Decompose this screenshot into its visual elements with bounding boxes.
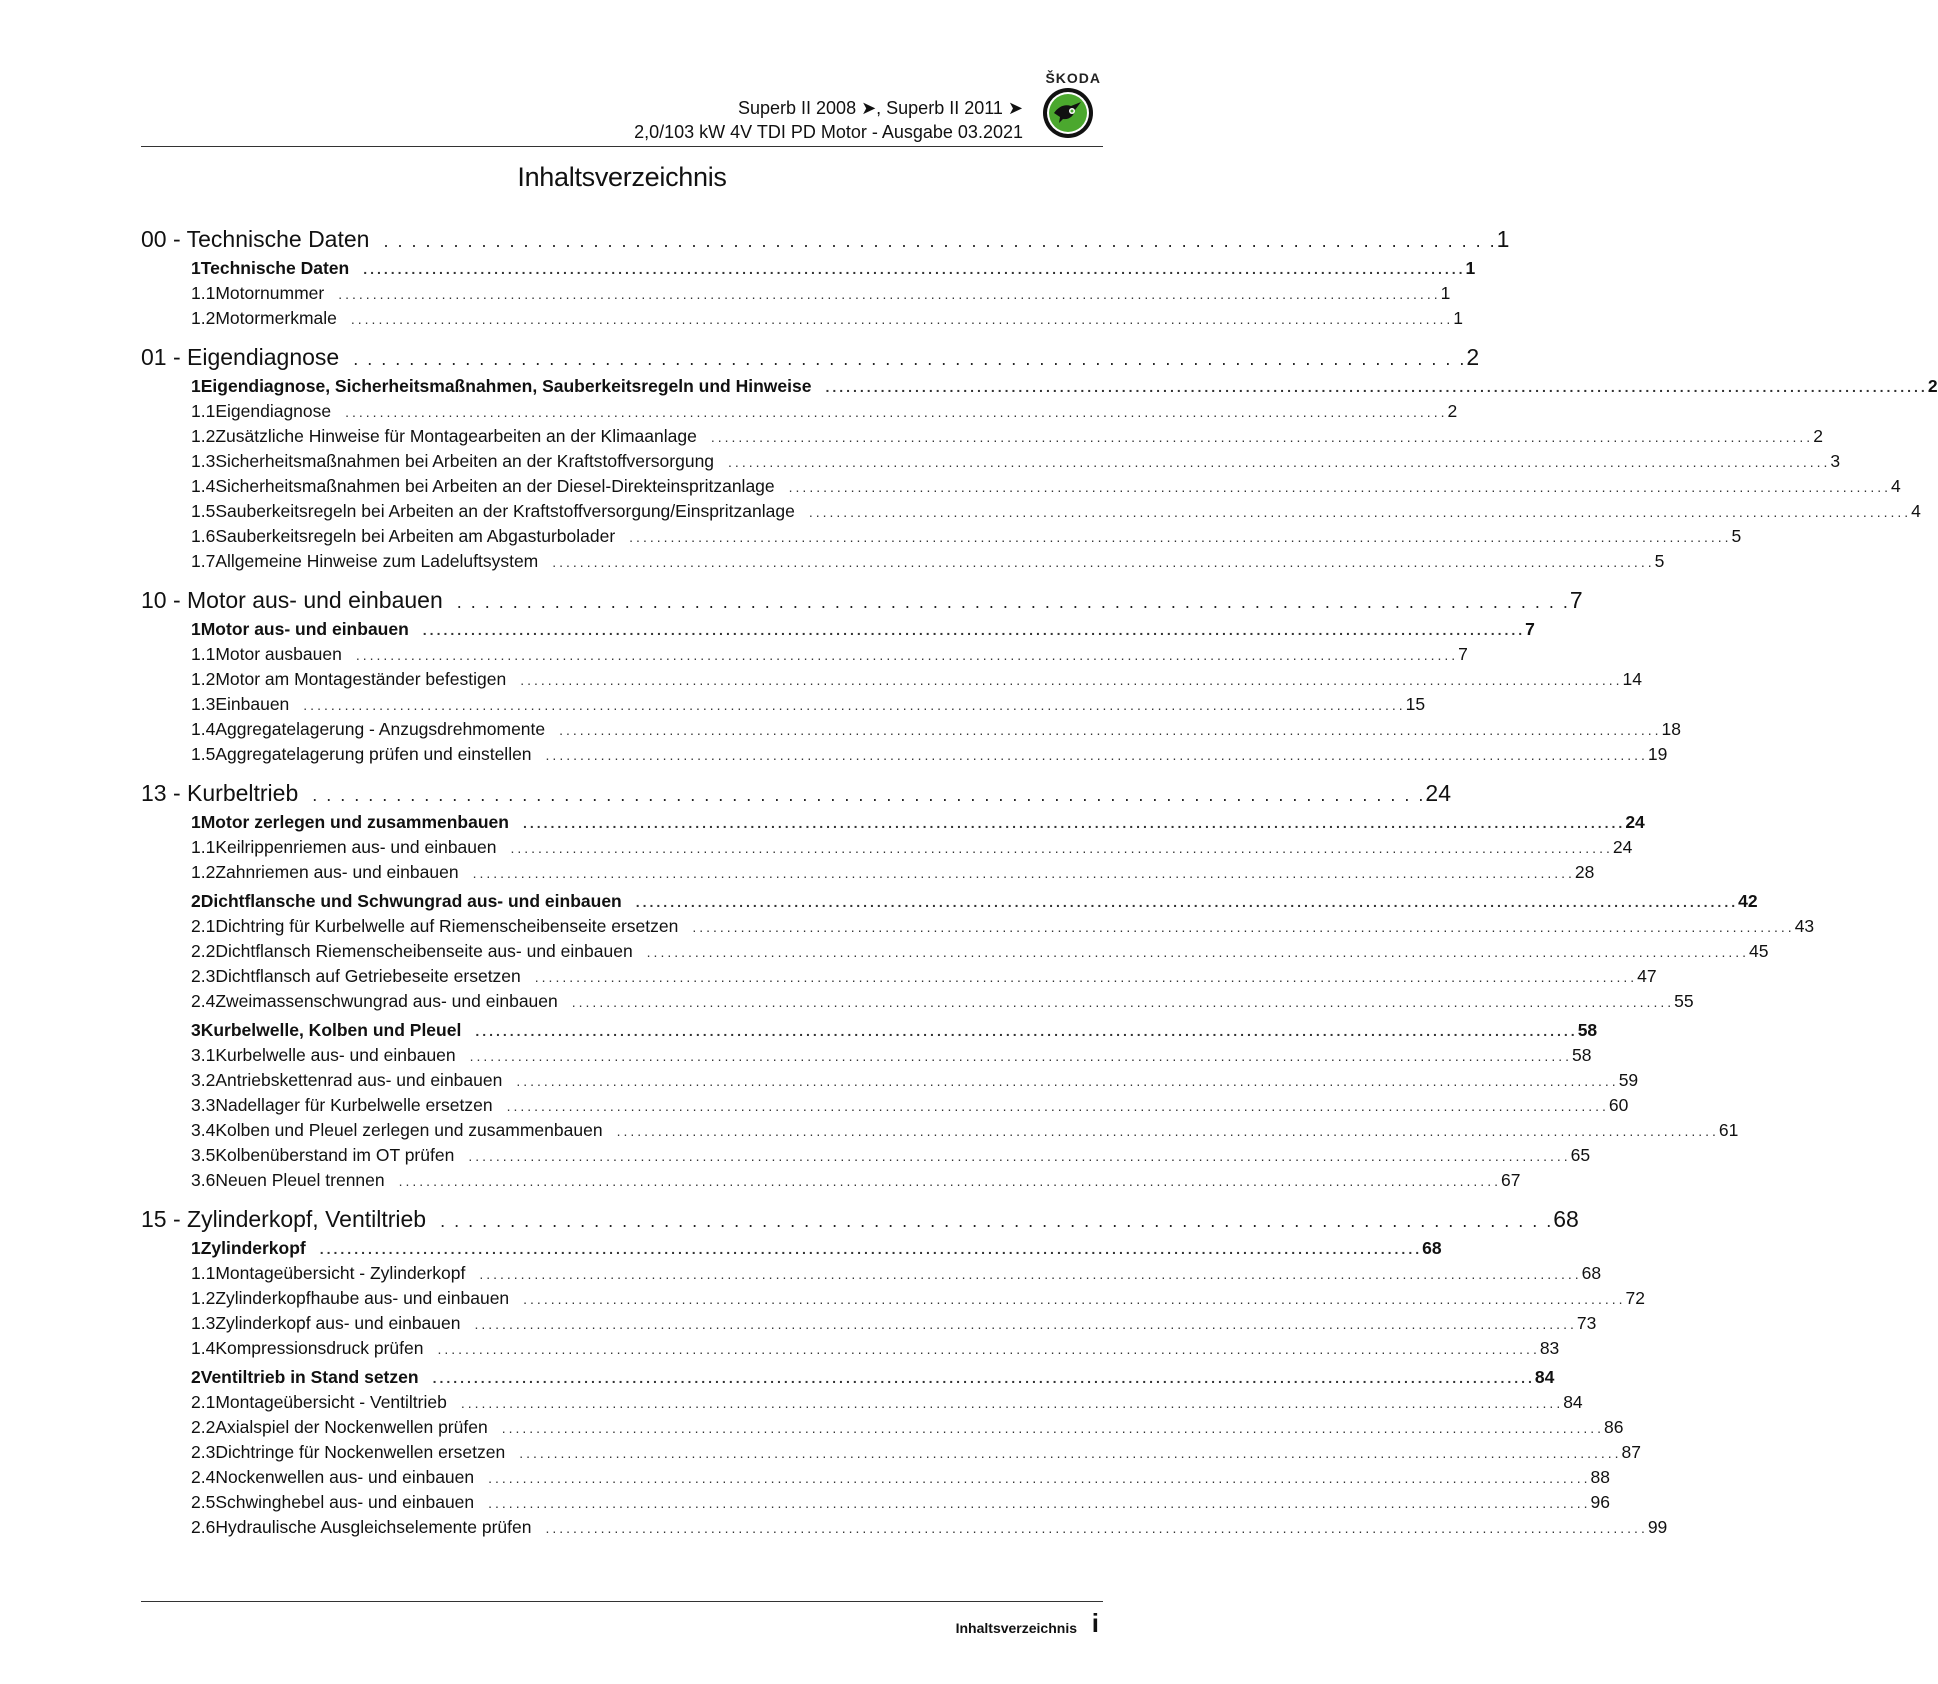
entry-title: Sicherheitsmaßnahmen bei Arbeiten an der Kraftstoffversorgung [215,451,715,471]
entry-title: Dichtflansch auf Getriebeseite ersetzen [215,966,521,986]
leader-dots: ................................................................................................................................................................ [510,840,1613,856]
toc-subsection[interactable] [141,1442,1642,1467]
leader-dots: ................................................................................................................................................................ [523,1291,1626,1307]
entry-page-number: 5 [1654,551,1665,571]
toc-subsection[interactable] [141,1338,1560,1363]
entry-title: Zusätzliche Hinweise für Montagearbeiten an der Klimaanlage [215,426,697,446]
toc-chapter[interactable] [141,344,1480,374]
entry-number: 1.4 [191,719,216,739]
leader-dots: ................................................................................................................................................................ [629,529,1732,545]
toc-subsection[interactable] [141,669,1643,694]
entry-number: 3.6 [191,1170,216,1190]
leader-dots: ................................................................................................................................................................ [422,622,1526,638]
entry-number: 1 [191,258,201,278]
leader-dots: ................................................................................................................................................................ [571,994,1675,1010]
entry-number: 1 [191,619,201,639]
entry-title: Dichtflansch Riemenscheibenseite aus- und einbauen [215,941,633,961]
entry-page-number: 73 [1576,1313,1597,1333]
toc-subsection[interactable] [141,1492,1610,1517]
toc-subsection[interactable] [141,308,1463,333]
entry-title: Dichtflansche und Schwungrad aus- und einbauen [200,891,622,911]
toc-subsection[interactable] [141,991,1694,1016]
leader-dots: ................................................................................................................................................................ [534,969,1638,985]
chapter-title: 10 - Motor aus- und einbauen [141,587,443,613]
brand-name: ŠKODA [1045,70,1101,86]
toc-subsection[interactable] [141,694,1426,719]
entry-page-number: 18 [1661,719,1681,739]
toc-subsection[interactable] [141,401,1458,426]
entry-number: 1.3 [191,451,216,471]
entry-page-number: 1 [1465,258,1476,278]
entry-number: 1.4 [191,476,216,496]
entry-number: 2.4 [191,991,216,1011]
entry-page-number: 28 [1574,862,1595,882]
entry-title: Eigendiagnose, Sicherheitsmaßnahmen, Sauberkeitsregeln und Hinweise [200,376,812,396]
toc-chapter[interactable] [141,226,1510,256]
leader-dots: ................................................................................................................................................................ [545,747,1648,763]
leader-dots: ................................................................................................................................................................ [788,479,1891,495]
chapter-page-number: 68 [1553,1206,1579,1232]
entry-title: Keilrippenriemen aus- und einbauen [215,837,497,857]
toc-subsection[interactable] [141,1045,1592,1070]
entry-number: 2.3 [191,966,216,986]
entry-page-number: 61 [1718,1120,1739,1140]
entry-title: Sauberkeitsregeln bei Arbeiten an der Kraftstoffversorgung/Einspritzanlage [215,501,795,521]
entry-page-number: 60 [1608,1095,1629,1115]
entry-number: 1.4 [191,1338,216,1358]
leader-dots: . . . . . . . . . . . . . . . . . . . . . . . . . . . . . . . . . . . . . . . . . . . . . . . . . . . . . . . . . . . . . . . . . . . . . . . . . . . . . . . . [440,1211,1554,1231]
entry-number: 1.5 [191,744,216,764]
leader-dots: ................................................................................................................................................................ [319,1241,1423,1257]
entry-title: Kolben und Pleuel zerlegen und zusammenbauen [215,1120,603,1140]
toc-subsection[interactable] [141,1517,1668,1542]
leader-dots: . . . . . . . . . . . . . . . . . . . . . . . . . . . . . . . . . . . . . . . . . . . . . . . . . . . . . . . . . . . . . . . . . . . . . . . . . . . . . . . . [383,231,1497,251]
toc-subsection[interactable] [141,941,1769,966]
entry-title: Montageübersicht - Zylinderkopf [215,1263,466,1283]
entry-title: Aggregatelagerung prüfen und einstellen [215,744,532,764]
leader-dots: ................................................................................................................................................................ [520,672,1623,688]
entry-number: 1.3 [191,1313,216,1333]
entry-title: Sicherheitsmaßnahmen bei Arbeiten an der Diesel-Direkteinspritzanlage [215,476,775,496]
toc-subsection[interactable] [141,1120,1739,1145]
entry-title: Ventiltrieb in Stand setzen [200,1367,419,1387]
toc-subsection[interactable] [141,1392,1583,1417]
toc-subsection[interactable] [141,1288,1645,1313]
entry-title: Dichtring für Kurbelwelle auf Riemenscheibenseite ersetzen [215,916,679,936]
leader-dots: ................................................................................................................................................................ [488,1470,1591,1486]
header-engine-line: 2,0/103 kW 4V TDI PD Motor - Ausgabe 03.2021 [634,122,1023,142]
toc-subsection[interactable] [141,1095,1629,1120]
toc-page [141,0,1938,1684]
toc-section[interactable] [141,619,1535,644]
entry-page-number: 55 [1674,991,1694,1011]
entry-title: Motor aus- und einbauen [200,619,409,639]
entry-page-number: 59 [1618,1070,1639,1090]
leader-dots: ................................................................................................................................................................ [552,554,1655,570]
entry-page-number: 86 [1604,1417,1624,1437]
toc-subsection[interactable] [141,551,1665,576]
entry-title: Motormerkmale [215,308,337,328]
entry-number: 1 [191,376,201,396]
entry-title: Hydraulische Ausgleichselemente prüfen [215,1517,532,1537]
chapter-title: 15 - Zylinderkopf, Ventiltrieb [141,1206,427,1232]
entry-title: Sauberkeitsregeln bei Arbeiten am Abgasturbolader [215,526,616,546]
toc-subsection[interactable] [141,501,1921,526]
entry-title: Motor zerlegen und zusammenbauen [200,812,509,832]
leader-dots: ................................................................................................................................................................ [808,504,1912,520]
toc-section[interactable] [141,1238,1442,1263]
leader-dots: ................................................................................................................................................................ [474,1316,1577,1332]
entry-title: Motor ausbauen [215,644,342,664]
leader-dots: ................................................................................................................................................................ [475,1023,1578,1039]
toc-chapter[interactable] [141,587,1583,617]
leader-dots: ................................................................................................................................................................ [522,815,1626,831]
leader-dots: ................................................................................................................................................................ [479,1266,1582,1282]
entry-number: 3.4 [191,1120,216,1140]
toc-subsection[interactable] [141,1417,1624,1442]
entry-page-number: 99 [1647,1517,1668,1537]
toc-chapter[interactable] [141,1206,1579,1236]
entry-number: 3.2 [191,1070,216,1090]
toc-subsection[interactable] [141,1070,1639,1095]
entry-number: 1.2 [191,308,216,328]
entry-page-number: 58 [1577,1020,1598,1040]
toc-subsection[interactable] [141,1313,1597,1338]
entry-number: 1.7 [191,551,216,571]
entry-number: 1.1 [191,1263,216,1283]
entry-page-number: 4 [1911,501,1921,521]
toc-subsection[interactable] [141,1263,1602,1288]
entry-title: Kolbenüberstand im OT prüfen [215,1145,455,1165]
entry-title: Zylinderkopf [200,1238,306,1258]
entry-number: 3.5 [191,1145,216,1165]
toc-subsection[interactable] [141,744,1668,769]
entry-number: 2.5 [191,1492,216,1512]
entry-page-number: 5 [1731,526,1742,546]
entry-title: Zylinderkopfhaube aus- und einbauen [215,1288,510,1308]
entry-title: Aggregatelagerung - Anzugsdrehmomente [215,719,546,739]
entry-page-number: 72 [1625,1288,1645,1308]
footer-divider [141,1601,1103,1602]
chapter-page-number: 2 [1466,344,1480,370]
toc-section[interactable] [141,1367,1555,1392]
entry-page-number: 3 [1830,451,1841,471]
toc-subsection[interactable] [141,1145,1591,1170]
toc-section[interactable] [141,812,1645,837]
toc-subsection[interactable] [141,966,1657,991]
entry-number: 3 [191,1020,201,1040]
chapter-title: 13 - Kurbeltrieb [141,780,299,806]
entry-number: 2.6 [191,1517,216,1537]
skoda-logo-icon [1041,86,1095,140]
entry-page-number: 24 [1625,812,1645,832]
leader-dots: . . . . . . . . . . . . . . . . . . . . . . . . . . . . . . . . . . . . . . . . . . . . . . . . . . . . . . . . . . . . . . . . . . . . . . . . . . . . . . . . [312,785,1426,805]
table-of-contents [141,210,1938,1542]
toc-subsection[interactable] [141,283,1451,308]
toc-subsection[interactable] [141,426,1823,451]
entry-page-number: 84 [1563,1392,1583,1412]
chapter-page-number: 7 [1569,587,1583,613]
toc-subsection[interactable] [141,916,1815,941]
entry-title: Nadellager für Kurbelwelle ersetzen [215,1095,493,1115]
entry-page-number: 1 [1440,283,1451,303]
entry-title: Dichtringe für Nockenwellen ersetzen [215,1442,506,1462]
leader-dots: ................................................................................................................................................................ [516,1073,1619,1089]
entry-number: 2 [191,891,201,911]
entry-title: Antriebskettenrad aus- und einbauen [215,1070,503,1090]
header-model-line: Superb II 2008 ➤, Superb II 2011 ➤ [737,98,1023,118]
toc-subsection[interactable] [141,451,1841,476]
entry-number: 1.1 [191,283,216,303]
entry-number: 1.1 [191,644,216,664]
chapter-title: 00 - Technische Daten [141,226,370,252]
entry-number: 1.2 [191,1288,216,1308]
entry-page-number: 4 [1891,476,1901,496]
entry-title: Zweimassenschwungrad aus- und einbauen [215,991,558,1011]
entry-title: Kompressionsdruck prüfen [215,1338,424,1358]
page-title: Inhaltsverzeichnis [517,162,727,192]
entry-number: 1.6 [191,526,216,546]
entry-title: Kurbelwelle aus- und einbauen [215,1045,456,1065]
entry-page-number: 47 [1637,966,1657,986]
entry-page-number: 7 [1525,619,1535,639]
entry-number: 1.2 [191,426,216,446]
page-header [141,58,1103,150]
entry-number: 2.1 [191,1392,216,1412]
entry-page-number: 68 [1422,1238,1442,1258]
entry-page-number: 43 [1794,916,1815,936]
entry-title: Kurbelwelle, Kolben und Pleuel [200,1020,462,1040]
entry-page-number: 88 [1590,1467,1610,1487]
entry-page-number: 2 [1813,426,1823,446]
leader-dots: ................................................................................................................................................................ [432,1370,1535,1386]
toc-subsection[interactable] [141,1170,1521,1195]
entry-page-number: 65 [1570,1145,1591,1165]
toc-subsection[interactable] [141,719,1681,744]
entry-page-number: 45 [1749,941,1769,961]
leader-dots: ................................................................................................................................................................ [646,944,1750,960]
entry-title: Axialspiel der Nockenwellen prüfen [215,1417,488,1437]
toc-section[interactable] [141,258,1476,283]
entry-number: 1.2 [191,669,216,689]
entry-title: Schwinghebel aus- und einbauen [215,1492,475,1512]
footer-label: Inhaltsverzeichnis [955,1620,1077,1636]
entry-page-number: 58 [1571,1045,1592,1065]
entry-title: Zylinderkopf aus- und einbauen [215,1313,461,1333]
entry-page-number: 42 [1738,891,1758,911]
entry-title: Einbauen [215,694,290,714]
entry-number: 1 [191,1238,201,1258]
entry-number: 1.5 [191,501,216,521]
toc-subsection[interactable] [141,644,1468,669]
entry-page-number: 67 [1500,1170,1521,1190]
leader-dots: ................................................................................................................................................................ [437,1341,1540,1357]
leader-dots: ................................................................................................................................................................ [710,429,1814,445]
leader-dots: ................................................................................................................................................................ [472,865,1575,881]
leader-dots: ................................................................................................................................................................ [501,1420,1605,1436]
leader-dots: ................................................................................................................................................................ [398,1173,1501,1189]
entry-page-number: 1 [1453,308,1463,328]
leader-dots: ................................................................................................................................................................ [469,1048,1572,1064]
leader-dots: ................................................................................................................................................................ [692,919,1795,935]
toc-subsection[interactable] [141,1467,1610,1492]
entry-page-number: 2 [1447,401,1458,421]
toc-section[interactable] [141,376,1938,401]
toc-section[interactable] [141,891,1758,916]
entry-number: 1.1 [191,401,216,421]
entry-number: 2.1 [191,916,216,936]
toc-subsection[interactable] [141,476,1901,501]
chapter-title: 01 - Eigendiagnose [141,344,340,370]
entry-title: Motor am Montageständer befestigen [215,669,507,689]
entry-page-number: 87 [1621,1442,1642,1462]
entry-title: Allgemeine Hinweise zum Ladeluftsystem [215,551,539,571]
leader-dots: . . . . . . . . . . . . . . . . . . . . . . . . . . . . . . . . . . . . . . . . . . . . . . . . . . . . . . . . . . . . . . . . . . . . . . . . . . . . . . . . [353,349,1467,369]
entry-page-number: 7 [1458,644,1468,664]
leader-dots: ................................................................................................................................................................ [559,722,1662,738]
leader-dots: ................................................................................................................................................................ [825,379,1928,395]
footer-page-number: i [1091,1608,1099,1638]
leader-dots: ................................................................................................................................................................ [303,697,1406,713]
entry-number: 1 [191,812,201,832]
leader-dots: ................................................................................................................................................................ [338,286,1441,302]
entry-number: 2.3 [191,1442,216,1462]
toc-subsection[interactable] [141,862,1595,887]
entry-title: Montageübersicht - Ventiltrieb [215,1392,447,1412]
entry-page-number: 96 [1590,1492,1610,1512]
leader-dots: ................................................................................................................................................................ [728,454,1831,470]
entry-page-number: 84 [1534,1367,1555,1387]
leader-dots: ................................................................................................................................................................ [488,1495,1591,1511]
toc-chapter[interactable] [141,780,1451,810]
entry-title: Neuen Pleuel trennen [215,1170,385,1190]
leader-dots: ................................................................................................................................................................ [363,261,1466,277]
entry-page-number: 19 [1647,744,1668,764]
entry-number: 2.2 [191,941,216,961]
chapter-page-number: 24 [1425,780,1451,806]
leader-dots: ................................................................................................................................................................ [460,1395,1564,1411]
leader-dots: ................................................................................................................................................................ [616,1123,1719,1139]
entry-page-number: 83 [1539,1338,1560,1358]
entry-number: 2.4 [191,1467,216,1487]
leader-dots: ................................................................................................................................................................ [635,894,1739,910]
entry-title: Eigendiagnose [215,401,332,421]
entry-number: 2.2 [191,1417,216,1437]
leader-dots: ................................................................................................................................................................ [468,1148,1571,1164]
toc-subsection[interactable] [141,837,1633,862]
header-divider [141,146,1103,147]
entry-title: Technische Daten [200,258,350,278]
leader-dots: ................................................................................................................................................................ [355,647,1459,663]
leader-dots: ................................................................................................................................................................ [506,1098,1609,1114]
entry-title: Nockenwellen aus- und einbauen [215,1467,475,1487]
leader-dots: . . . . . . . . . . . . . . . . . . . . . . . . . . . . . . . . . . . . . . . . . . . . . . . . . . . . . . . . . . . . . . . . . . . . . . . . . . . . . . . . [456,592,1570,612]
toc-section[interactable] [141,1020,1598,1045]
leader-dots: ................................................................................................................................................................ [519,1445,1622,1461]
entry-page-number: 14 [1622,669,1643,689]
entry-page-number: 15 [1405,694,1426,714]
entry-number: 1.1 [191,837,216,857]
entry-number: 3.1 [191,1045,216,1065]
entry-page-number: 68 [1581,1263,1602,1283]
entry-number: 1.3 [191,694,216,714]
entry-number: 1.2 [191,862,216,882]
chapter-page-number: 1 [1496,226,1510,252]
entry-page-number: 2 [1927,376,1938,396]
leader-dots: ................................................................................................................................................................ [545,1520,1648,1536]
toc-subsection[interactable] [141,526,1742,551]
leader-dots: ................................................................................................................................................................ [350,311,1454,327]
entry-title: Zahnriemen aus- und einbauen [215,862,459,882]
entry-number: 2 [191,1367,201,1387]
entry-page-number: 24 [1612,837,1633,857]
entry-number: 3.3 [191,1095,216,1115]
entry-title: Motornummer [215,283,325,303]
leader-dots: ................................................................................................................................................................ [345,404,1448,420]
